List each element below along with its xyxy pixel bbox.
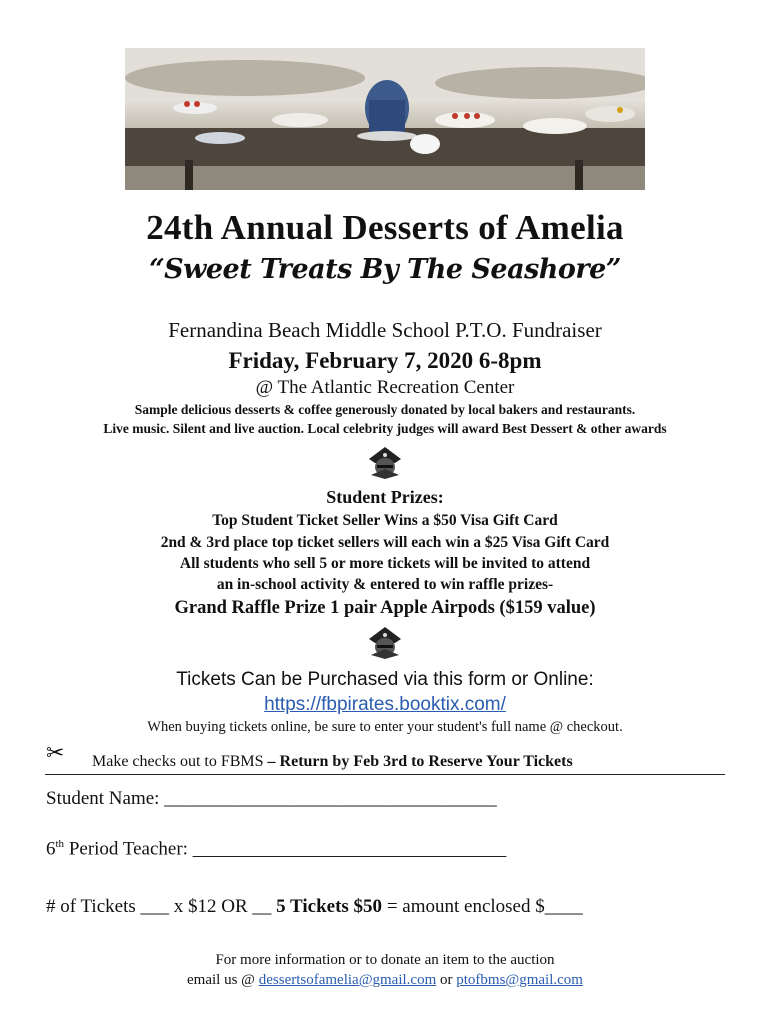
- footer-info: For more information or to donate an item to the auction: [215, 952, 555, 968]
- sample-line: Sample delicious desserts & coffee generously donated by local bakers and restaurants.: [134, 402, 636, 417]
- student-name-field[interactable]: Student Name: ___________________________________: [46, 788, 497, 809]
- prize-line: Top Student Ticket Seller Wins a $50 Visa Gift Card: [212, 512, 558, 529]
- event-subtitle: “Sweet Treats By The Seashore”: [149, 254, 621, 285]
- tickets-bundle: 5 Tickets $50: [276, 896, 383, 917]
- checks-line: [92, 753, 573, 771]
- checks-text: Make checks out to FBMS: [92, 753, 264, 770]
- return-deadline: – Return by Feb 3rd to Reserve Your Tickets: [267, 753, 573, 770]
- booking-link[interactable]: https://fbpirates.booktix.com/: [264, 694, 506, 715]
- prize-line: 2nd & 3rd place top ticket sellers will each win a $25 Visa Gift Card: [160, 534, 610, 551]
- tickets-part-a: # of Tickets ___ x $12 OR __: [46, 896, 277, 917]
- email-prefix: email us @: [187, 972, 259, 988]
- email-link-desserts[interactable]: dessertsofamelia@gmail.com: [258, 972, 437, 988]
- footer-emails: [0, 972, 770, 989]
- teacher-field[interactable]: [46, 838, 506, 860]
- school-line: Fernandina Beach Middle School P.T.O. Fundraiser: [168, 318, 602, 342]
- scissors-icon: ✂: [46, 741, 65, 766]
- pirate-logo-icon: [365, 443, 405, 481]
- prize-line: an in-school activity & entered to win raffle prizes-: [216, 576, 554, 593]
- grand-prize: Grand Raffle Prize 1 pair Apple Airpods ($159 value): [174, 598, 596, 618]
- teacher-sup: th: [55, 838, 65, 850]
- cut-line: [45, 774, 725, 775]
- tickets-heading: Tickets Can be Purchased via this form or Online:: [176, 669, 594, 690]
- prizes-heading: Student Prizes:: [326, 487, 444, 507]
- email-or: or: [436, 972, 457, 988]
- checkout-note: When buying tickets online, be sure to enter your student's full name @ checkout.: [147, 719, 623, 735]
- event-date: Friday, February 7, 2020 6-8pm: [228, 348, 542, 373]
- teacher-label: Period Teacher: _________________________________: [64, 838, 507, 860]
- ticket-count-field[interactable]: [46, 896, 583, 918]
- event-title: 24th Annual Desserts of Amelia: [146, 208, 624, 247]
- pirate-logo-icon: [365, 623, 405, 661]
- tickets-part-c: = amount enclosed $____: [382, 896, 583, 917]
- teacher-prefix: 6: [46, 838, 56, 860]
- event-venue: @ The Atlantic Recreation Center: [255, 377, 515, 398]
- music-line: Live music. Silent and live auction. Local celebrity judges will award Best Dessert & other awards: [103, 421, 667, 436]
- header-photo: [125, 48, 645, 190]
- email-link-pto[interactable]: ptofbms@gmail.com: [456, 972, 583, 988]
- prize-line: All students who sell 5 or more tickets will be invited to attend: [179, 555, 591, 572]
